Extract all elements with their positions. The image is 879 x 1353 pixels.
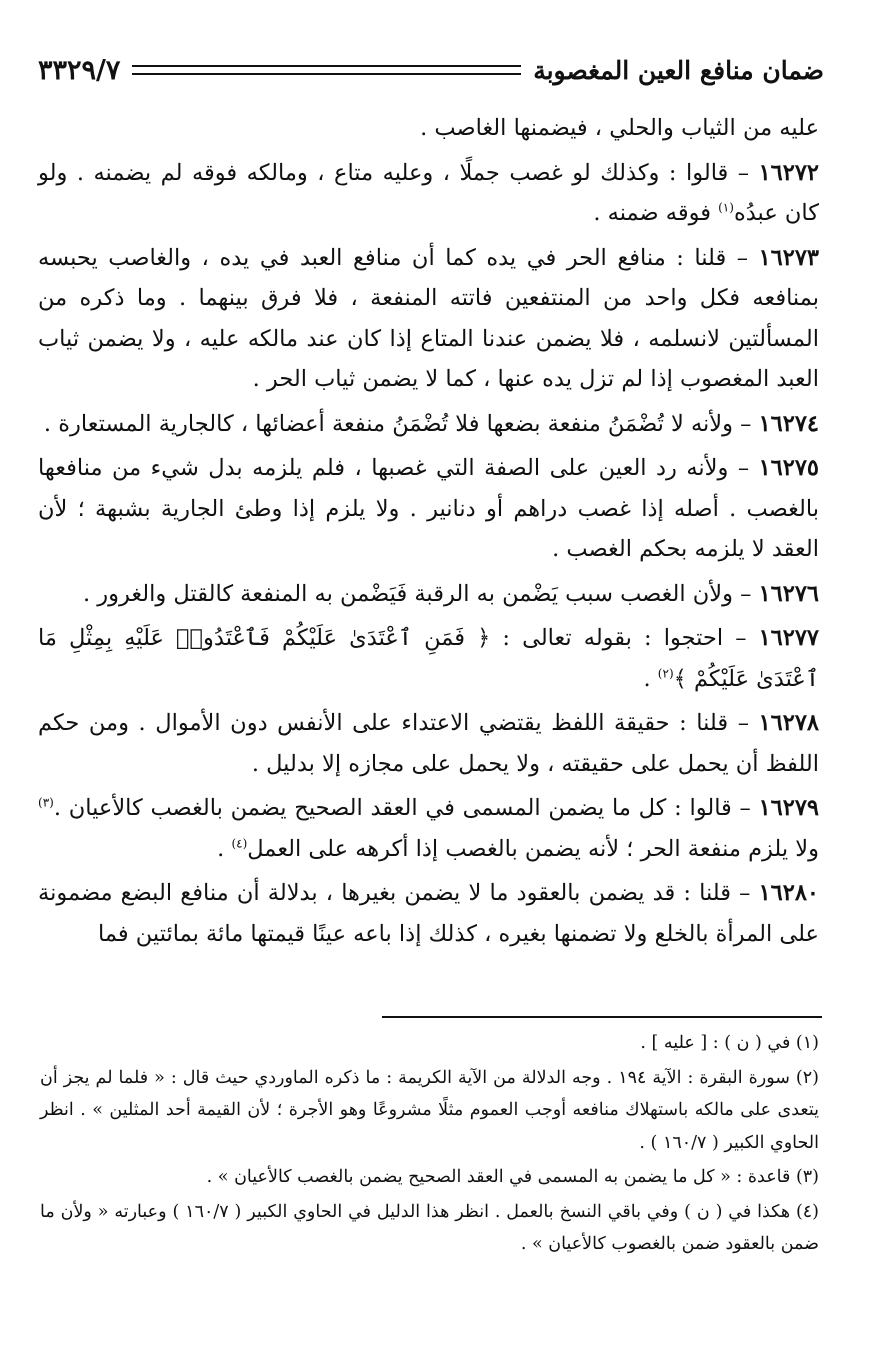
paragraph-text-tail: ولا يلزم منفعة الحر ؛ لأنه يضمن بالغصب إذا أكرهه على العمل: [247, 835, 819, 862]
paragraph-text: – احتجوا : بقوله تعالى : ﴿ فَمَنِ ٱعْتَدَىٰ عَلَيْكُمْ فَٱعْتَدُوا۟ عَلَيْهِ بِمِثْلِ مَا ٱعْتَدَىٰ عَلَيْكُمْ ﴾: [38, 625, 819, 692]
paragraph-text: – قالوا : وكذلك لو غصب جملًا ، وعليه متاع ، ومالكه فوقه لم يضمنه . ولو كان عبدُه: [38, 159, 819, 226]
paragraph: [38, 108, 819, 149]
paragraph: [38, 238, 819, 400]
footnote: (٣) قاعدة : « كل ما يضمن به المسمى في العقد الصحيح يضمن بالغصب كالأعيان » .: [206, 1167, 819, 1187]
footnote: (٢) سورة البقرة : الآية ١٩٤ . وجه الدلالة من الآية الكريمة : ما ذكره الماوردي حيث قال : « فلما لم يجز أن يتعدى على مالكه باستهلاك منافعه أوجب العموم مثلًا مشروعًا وهو الأجرة ؛ لأن القيمة أحد المثلين » . انظر الحاوي الكبير ( ١٦٠/٧ ) .: [40, 1067, 819, 1153]
footnote-separator: [382, 1016, 822, 1018]
paragraph: [38, 153, 819, 234]
paragraph-text: – قلنا : منافع الحر في يده كما أن منافع العبد في يده ، والغاصب يحبسه بمنافعه فكل واحد من المنتفعين فاتته المنفعة ، فلا فرق بينهما . وما ذكره من المسألتين لانسلمه ، فلا يضمن عندنا المتاع إذا كان عند مالكه عليه ، ولا يضمن ثياب العبد المغصوب إذا لم تزل يده عنها ، كما لا يضمن ثياب الحر .: [38, 244, 819, 392]
paragraph-number: ١٦٢٧٥: [758, 455, 819, 481]
paragraph-text: – قلنا : حقيقة اللفظ يقتضي الاعتداء على الأنفس دون الأموال . ومن حكم اللفظ أن يحمل على حقيقته ، ولا يحمل على مجازه إلا بدليل .: [38, 710, 819, 777]
page-number: ٣٣٢٩/٧: [38, 54, 121, 86]
paragraph: [38, 404, 819, 445]
paragraph-number: ١٦٢٧٩: [758, 795, 819, 821]
paragraph-text: – قلنا : قد يضمن بالعقود ما لا يضمن بغيرها ، بدلالة أن منافع البضع مضمونة على المرأة بالخلع ولا تضمنها بغيره ، كذلك إذا باعه عينًا قيمتها مائة بمائتين فما: [38, 880, 819, 947]
paragraph-number: ١٦٢٧٢: [758, 159, 819, 186]
page-header: [38, 50, 824, 90]
paragraph: [38, 703, 819, 784]
paragraph-text: – ولأن الغصب سبب يَضْمن به الرقبة فَيَضْمن به المنفعة كالقتل والغرور .: [82, 580, 759, 607]
paragraph-text: – قالوا : كل ما يضمن المسمى في العقد الصحيح يضمن بالغصب كالأعيان .: [53, 795, 759, 821]
paragraph-number: ١٦٢٧٧: [758, 625, 819, 651]
paragraph: [38, 788, 819, 869]
footnote-ref: (١): [718, 200, 734, 215]
paragraph-number: ١٦٢٨٠: [758, 880, 819, 906]
paragraph: [38, 873, 819, 954]
paragraph-text: عليه من الثياب والحلي ، فيضمنها الغاصب .: [420, 115, 819, 141]
paragraph-number: ١٦٢٧٨: [758, 710, 819, 736]
footnote-ref: (٣): [38, 795, 54, 810]
paragraph-text-tail: .: [217, 835, 232, 862]
paragraph: [38, 574, 819, 615]
paragraph-text: – ولأنه رد العين على الصفة التي غصبها ، فلم يلزمه بدل شيء من منافعها بالغصب . أصله إذا غصب دراهم أو دنانير . ولا يلزم إذا وطئ الجارية بشبهة ؛ لأن العقد لا يلزمه بحكم الغصب .: [38, 455, 819, 562]
header-double-rule: [132, 65, 521, 75]
paragraph: [38, 618, 819, 699]
paragraph-number: ١٦٢٧٣: [758, 244, 819, 271]
paragraph-text-tail: .: [643, 665, 658, 692]
footnotes: [40, 1027, 819, 1263]
footnote: (١) في ( ن ) : [ عليه ] .: [640, 1033, 819, 1053]
paragraph-text-tail: فوقه ضمنه .: [593, 200, 719, 226]
main-text: [38, 108, 819, 958]
footnote-ref: (٤): [231, 836, 248, 850]
paragraph-number: ١٦٢٧٤: [758, 410, 819, 437]
paragraph-text: – ولأنه لا تُضْمَنُ منفعة بضعها فلا تُضْمَنُ منفعة أعضائها ، كالجارية المستعارة .: [43, 410, 759, 437]
footnote: (٤) هكذا في ( ن ) وفي باقي النسخ بالعمل . انظر هذا الدليل في الحاوي الكبير ( ١٦٠/٧ ) وعبارته « ولأن ما ضمن بالعقود ضمن بالغصوب كالأعيان » .: [40, 1201, 819, 1254]
paragraph-number: ١٦٢٧٦: [758, 580, 819, 607]
footnote-ref: (٢): [657, 666, 674, 680]
running-title: ضمان منافع العين المغصوبة: [533, 55, 824, 85]
paragraph: [38, 448, 819, 570]
